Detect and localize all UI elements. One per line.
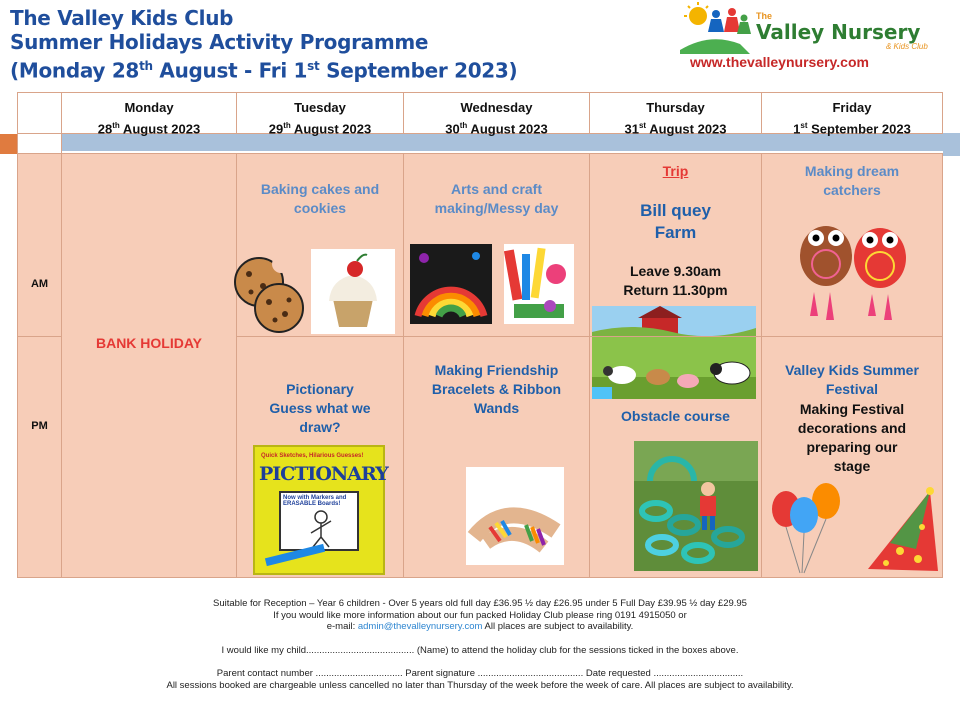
- tuesday-pm-activity: Pictionary Guess what we draw?: [269, 381, 371, 435]
- cookies-icon: [229, 254, 319, 334]
- stick-figure-icon: [301, 509, 341, 549]
- farm-scene-top-icon: [592, 306, 756, 338]
- day-header-monday: Monday 28th August 2023: [61, 92, 237, 134]
- pictionary-tagline: Quick Sketches, Hilarious Guesses!: [261, 453, 364, 459]
- email-line: e-mail: admin@thevalleynursery.com All places are subject to availability.: [326, 621, 634, 632]
- trip-destination: Bill quey Farm: [640, 201, 711, 242]
- date-range-title: (Monday 28th August - Fri 1st September 2023): [10, 58, 518, 83]
- wednesday-pm-activity: Making Friendship Bracelets & Ribbon Wands: [431, 362, 562, 416]
- day-header-friday: Friday 1st September 2023: [761, 92, 943, 134]
- cancellation-line: All sessions booked are chargeable unless cancelled no later than Thursday of the week before the week of care. All places are subject to availability.: [166, 679, 794, 691]
- party-hat-icon: [860, 487, 940, 575]
- programme-title: Summer Holidays Activity Programme: [10, 30, 429, 54]
- pm-label: PM: [31, 420, 48, 432]
- festival-title: Valley Kids Summer Festival: [785, 362, 919, 397]
- thursday-pm-activity: Obstacle course: [621, 408, 730, 424]
- pictionary-board: [279, 491, 359, 551]
- pm-label-cell: [17, 336, 62, 578]
- wednesday-am-activity: Arts and craft making/Messy day: [434, 181, 559, 216]
- balloons-icon: [770, 481, 846, 577]
- parent-details-line: Parent contact number ................................. Parent signature ........................................ Date requested ..................................: [216, 668, 744, 679]
- thursday-pm-cell: [589, 336, 762, 578]
- friendship-bracelets-icon: [466, 467, 564, 565]
- strip-spacer: [17, 133, 62, 154]
- website-link[interactable]: www.thevalleynursery.com: [690, 54, 869, 70]
- rainbow-art-icon: [410, 244, 492, 324]
- pictionary-markers-text: Now with Markers and ERASABLE Boards!: [283, 495, 347, 507]
- activity-table: [17, 92, 943, 578]
- cupcake-image: [311, 249, 395, 334]
- logo-name: Valley Nursery: [756, 20, 921, 44]
- kids-logo-icon: [680, 2, 756, 54]
- child-name-line: I would like my child......................................... (Name) to attend the holiday club for the sessions ticked in the boxes above.: [221, 644, 739, 656]
- craft-supplies-icon: [504, 244, 574, 324]
- nursery-logo: [680, 2, 950, 54]
- friday-am-activity: Making dream catchers: [804, 163, 900, 198]
- logo-subtitle: & Kids Club: [886, 42, 928, 51]
- thursday-am-cell: [589, 153, 762, 337]
- festival-description: Making Festival decorations and preparing our stage: [797, 401, 907, 474]
- tuesday-am-activity: Baking cakes and cookies: [260, 181, 380, 216]
- dream-catcher-owls-icon: [794, 216, 914, 326]
- trip-label: Trip: [662, 163, 689, 179]
- contact-line: If you would like more information about our fun packed Holiday Club please ring 0191 4915050 or: [273, 609, 687, 621]
- day-header-wednesday: Wednesday 30th August 2023: [403, 92, 590, 134]
- friday-am-cell: [761, 153, 943, 337]
- wednesday-pm-cell: [403, 336, 590, 578]
- cupcake-icon: [311, 249, 395, 334]
- bank-holiday-label: BANK HOLIDAY: [95, 335, 203, 351]
- pricing-line: Suitable for Reception – Year 6 children - Over 5 years old full day £36.95 ½ day £26.95 under 5 Full Day £39.95 ½ day £29.95: [213, 598, 747, 609]
- tuesday-am-cell: [236, 153, 404, 337]
- logo-the: The: [756, 11, 773, 21]
- obstacle-course-icon: [634, 441, 758, 571]
- trip-times: Leave 9.30am Return 11.30pm: [623, 263, 728, 298]
- day-header-thursday: Thursday 31st August 2023: [589, 92, 762, 134]
- farm-animals-icon: [592, 337, 756, 399]
- am-label: AM: [30, 278, 49, 290]
- title-block: [10, 6, 517, 83]
- pictionary-wordmark: PICTIONARY: [259, 463, 388, 485]
- pictionary-box-image: [253, 445, 388, 575]
- email-link[interactable]: admin@thevalleynursery.com: [357, 621, 483, 632]
- friday-pm-cell: [761, 336, 943, 578]
- club-title: The Valley Kids Club: [10, 6, 234, 30]
- monday-cell: [61, 153, 237, 578]
- day-header-tuesday: Tuesday 29th August 2023: [236, 92, 404, 134]
- am-label-cell: [17, 153, 62, 337]
- tuesday-pm-cell: [236, 336, 404, 578]
- corner-cell: [17, 92, 62, 134]
- wednesday-am-cell: [403, 153, 590, 337]
- booking-info: [0, 598, 960, 691]
